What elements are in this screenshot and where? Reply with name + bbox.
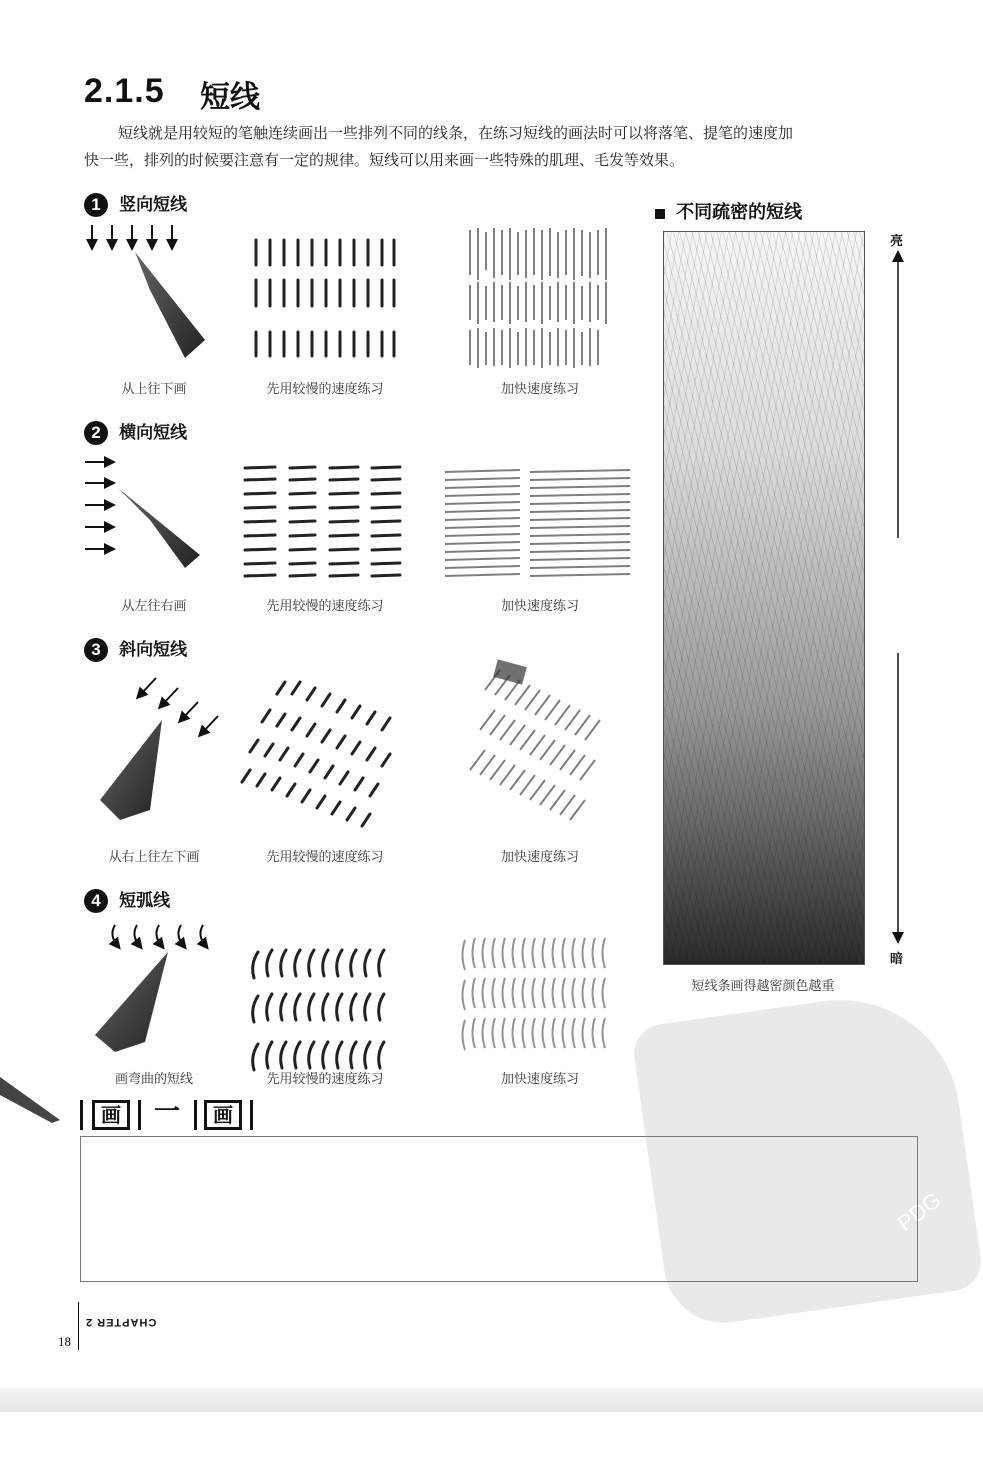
exercise-3-badge: 3 [84, 638, 108, 662]
row-2-slow-strokes [245, 467, 400, 576]
row-2-arrows [85, 462, 110, 549]
row-2-pencil-icon [118, 488, 200, 568]
footer-divider [78, 1302, 79, 1350]
exercise-2-title: 横向短线 [119, 423, 188, 443]
row-1-pencil-icon [135, 252, 205, 358]
exercise-1-caption-slow: 先用较慢的速度练习 [266, 382, 384, 397]
exercise-2-caption-fast: 加快速度练习 [500, 599, 579, 614]
row-4-fast-strokes [463, 938, 606, 1050]
row-3-arrows [140, 678, 218, 733]
exercise-4-caption-fast: 加快速度练习 [500, 1072, 579, 1087]
row-4-pencil-icon [95, 952, 168, 1052]
exercise-3-caption-slow: 先用较慢的速度练习 [266, 850, 384, 865]
row-4-arrows [112, 925, 205, 945]
exercise-4-badge: 4 [84, 889, 108, 913]
row-3-slow-strokes [242, 682, 390, 826]
exercise-1-caption-fast: 加快速度练习 [500, 382, 579, 397]
density-caption: 短线条画得越密颜色越重 [691, 979, 835, 994]
scan-edge-band [0, 1388, 983, 1412]
density-bottom-label: 暗 [890, 952, 904, 967]
exercise-3-caption-direction: 从右上往左下画 [108, 850, 200, 865]
exercise-1-caption-direction: 从上往下画 [121, 382, 187, 397]
exercise-2-badge: 2 [84, 421, 108, 445]
seal-stamp-text: PDG [893, 1186, 946, 1237]
row-4-slow-strokes [253, 950, 384, 1070]
page-number: 18 [58, 1334, 71, 1349]
intro-line-2: 快一些，排列的时候要注意有一定的规律。短线可以用来画一些特殊的肌理、毛发等效果。 [84, 151, 685, 169]
exercise-2-caption-slow: 先用较慢的速度练习 [266, 599, 384, 614]
row-1-fast-strokes [470, 228, 606, 368]
section-number: 2.1.5 [84, 72, 165, 110]
exercise-2-caption-direction: 从左往右画 [121, 599, 187, 614]
density-arrows [888, 248, 908, 948]
pencil-tip-icon [0, 1065, 70, 1125]
row-1-arrows [92, 225, 172, 245]
intro-paragraph [84, 120, 934, 174]
row-1-slow-strokes [256, 240, 394, 356]
section-title: 短线 [200, 80, 260, 115]
density-heading-text: 不同疏密的短线 [676, 202, 803, 223]
exercise-1-title: 竖向短线 [119, 195, 188, 215]
practice-tile-1: 画 [92, 1100, 130, 1130]
stroke-illustrations [0, 220, 650, 1080]
practice-tile-3: 画 [204, 1100, 242, 1130]
density-gradient-panel [663, 231, 865, 965]
exercise-4-caption-slow: 先用较慢的速度练习 [266, 1072, 384, 1087]
exercise-3-caption-fast: 加快速度练习 [500, 850, 579, 865]
density-top-label: 亮 [890, 234, 904, 249]
exercise-1-badge: 1 [84, 193, 108, 217]
heading-marker-icon [655, 209, 665, 219]
chapter-label: CHAPTER 2 [85, 1316, 157, 1328]
practice-drawing-area[interactable] [80, 1136, 918, 1282]
row-3-fast-strokes [470, 670, 600, 820]
practice-tile-2: 一 [153, 1097, 180, 1127]
exercise-4-caption-direction: 画弯曲的短线 [114, 1072, 193, 1087]
row-3-pencil-icon [100, 720, 162, 820]
density-heading [655, 198, 802, 224]
intro-line-1: 短线就是用较短的笔触连续画出一些排列不同的线条，在练习短线的画法时可以将落笔、提笔的速度加 [118, 124, 794, 142]
row-2-fast-strokes [445, 470, 630, 576]
exercise-3-title: 斜向短线 [119, 640, 188, 660]
exercise-4-title: 短弧线 [119, 891, 171, 911]
exercise-1-heading [84, 190, 187, 217]
